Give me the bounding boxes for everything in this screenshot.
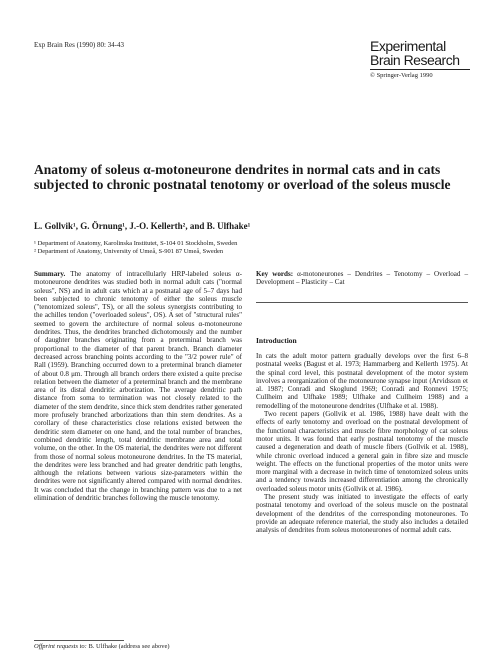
summary-text: The anatomy of intracellularly HRP-labeled soleus α-motoneurone dendrites was studied both in normal adult cats ("normal soleus", NS) and in adult cats which at a postnatal age of 5–7 days had been subjected to chronic tenotomy of either the soleus muscle ("tenotomized soleus", TS), or all the soleus synergists contributing to the achilles tendon ("overloaded soleus", OS). A set of "structural rules" seemed to govern the architecture of normal soleus α-motoneurone dendrites. Thus, the dendrites branched dichotomously and the number of daughter branches originating from a preterminal branch was proportional to the diameter of that parent branch. Branch diameter decreased across branching points according to the "3/2 power rule" of Rall (1959). Branching occurred down to a preterminal branch diameter of about 0.8 μm. Through all branch orders there existed a quite precise relation between the diameter of a preterminal branch and the membrane area of its distal dendritic arborization. The average dendritic path distance from soma to termination was not closely related to the diameter of the stem dendrite, since thick stem dendrites rather generated more profusely branched arborizations than thin stem dendrites. As a corollary of these characteristics close relations existed between the dendritic stem diameter on one hand, and the total number of branches, combined dendritic length, total dendritic membrane area and total volume, on the other. In the OS material, the dendrites were not different from those of normal soleus motoneurone dendrites. In the TS material, the dendrites were less branched and had greater dendritic path lengths, although the relations between various size-parameters within the dendrites were not significantly altered compared with normal dendrites. It was concluded that the change in branching pattern was due to a net elimination of dendritic branches following the muscle tenotomy. (34, 270, 242, 503)
keywords-divider (256, 302, 468, 303)
article-title: Anatomy of soleus α-motoneurone dendrites in normal cats and in cats subjected to chronic postnatal tenotomy or overload of the soleus muscle (34, 162, 451, 192)
affiliation-1: ¹ Department of Anatomy, Karolinska Institutet, S-104 01 Stockholm, Sweden (34, 240, 238, 247)
offprint-text: B. Ulfhake (address see above) (88, 643, 170, 650)
copyright-notice: © Springer-Verlag 1990 (370, 72, 433, 79)
author-list: L. Gollvik¹, G. Örnung¹, J.-O. Kellerth², and B. Ulfhake¹ (34, 221, 251, 231)
journal-citation: Exp Brain Res (1990) 80: 34-43 (34, 41, 125, 49)
affiliation-2: ² Department of Anatomy, University of Umeå, S-901 87 Umeå, Sweden (34, 248, 224, 255)
keywords-section (256, 270, 468, 287)
journal-brand-rule (370, 69, 470, 70)
journal-name-line-1: Experimental (370, 38, 446, 54)
introduction-paragraph-2: Two recent papers (Gollvik et al. 1986, 1988) have dealt with the effects of early tenotomy and overload on the postnatal development of the functional characteristics and muscle fibre morphology of cat soleus motor units. It was found that early postnatal tenotomy of the muscle caused a degeneration and death of muscle fibers (Gollvik et al. 1988), while chronic overload induced a general gain in fibre size and muscle weight. The effects on the functional properties of the motor units were more marginal with a decrease in twitch time of tenotomized soleus units and a tendency towards increased differentiation among the chronically overloaded soleus motor units (Gollvik et al. 1986). (256, 410, 468, 493)
introduction-body (256, 352, 468, 535)
footnote-divider (34, 640, 124, 641)
offprint-footnote (34, 643, 170, 650)
keywords-label: Key words: (256, 270, 294, 278)
journal-brand (370, 39, 480, 79)
summary-label: Summary. (34, 270, 66, 278)
introduction-heading: Introduction (256, 336, 297, 345)
keywords-text: α-motoneurones – Dendrites – Tenotomy – Overload – Development – Plasticity – Cat (256, 270, 468, 287)
journal-name-line-2: Brain Research (370, 52, 460, 68)
offprint-label: Offprint requests to: (34, 643, 87, 650)
introduction-paragraph-1: In cats the adult motor pattern gradually develops over the first 6–8 postnatal weeks (Bagust et al. 1973; Hammarberg and Kellerth 1975). At the spinal cord level, this postnatal development of the motor system involves a reorganization of the motoneurone synapse input (Arvidsson et al. 1987; Conradi and Skoglund 1969; Conradi and Ronnevi 1975; Cullheim and Ulfhake 1989; Ulfhake and Cullheim 1988) and a remodelling of the motoneurone dendrites (Ulfhake et al. 1988). (256, 352, 468, 410)
summary-section (34, 270, 242, 502)
introduction-paragraph-3: The present study was initiated to investigate the effects of early postnatal tenotomy and overload of the soleus muscle on the postnatal development of the dendrites of the corresponding motoneurones. To provide an adequate reference material, the study also includes a detailed analysis of dendrites from soleus motoneurones of normal adult cats. (256, 493, 468, 535)
